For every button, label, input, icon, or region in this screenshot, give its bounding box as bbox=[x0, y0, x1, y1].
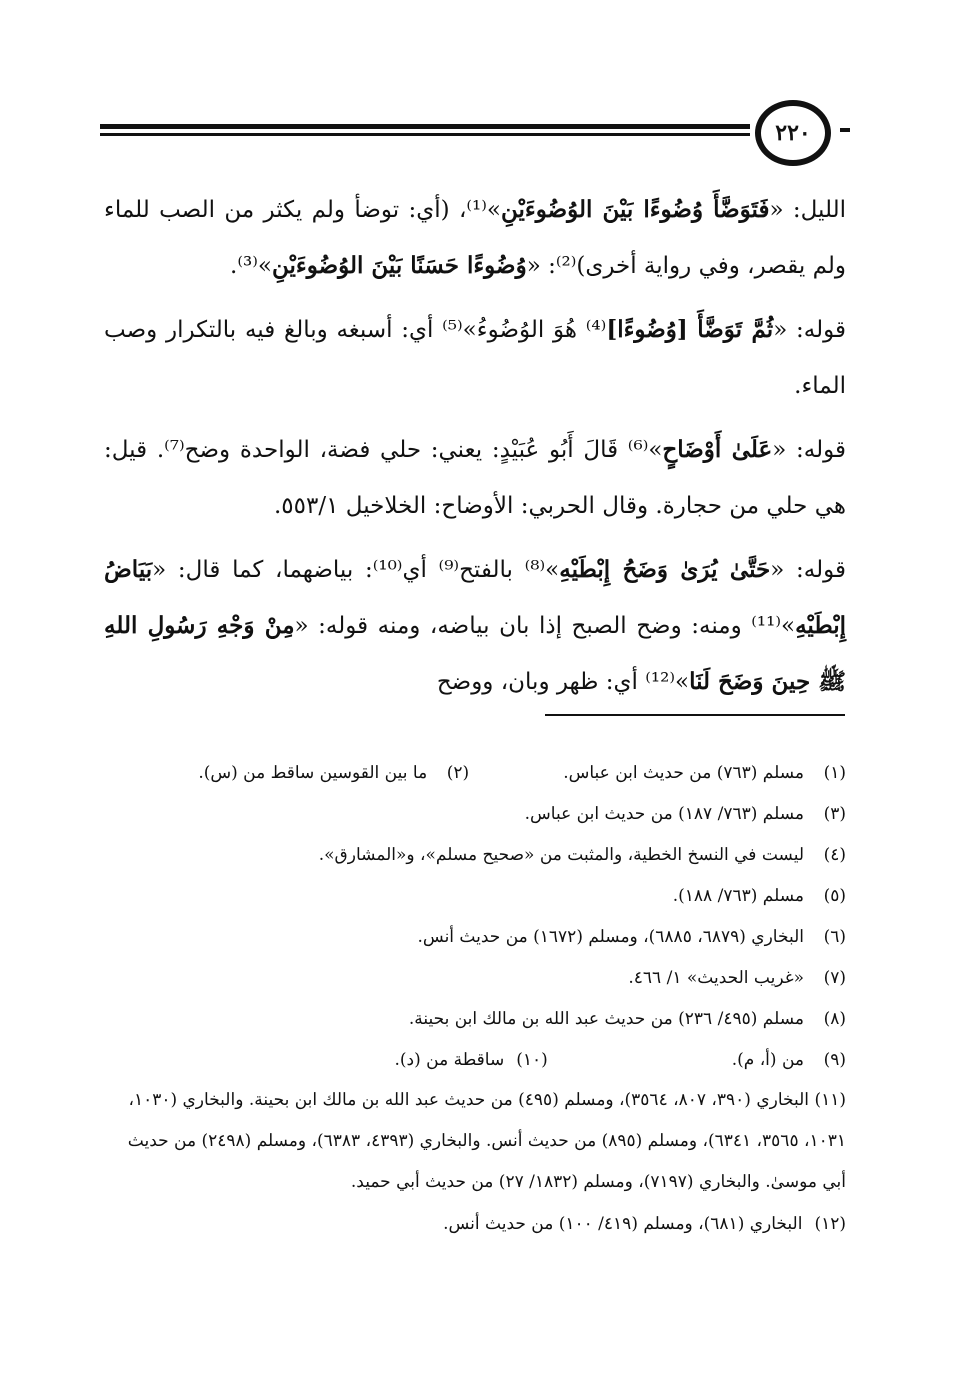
hadith-quote: وُضُوءًا حَسَنًا بَيْنَ الوُضُوءَيْنِ bbox=[271, 252, 527, 279]
footnote bbox=[104, 998, 846, 1039]
paragraph bbox=[104, 542, 846, 710]
footnote bbox=[104, 793, 846, 834]
text-run: الليل: « bbox=[769, 197, 846, 223]
text-run: »⁽³⁾. bbox=[230, 253, 272, 279]
footnote-number: (٧) bbox=[823, 967, 846, 988]
hadith-quote: حَتَّىٰ يُرَىٰ وَضَحُ إِبْطَيْهِ bbox=[559, 556, 771, 583]
footnote-text: البخاري (٦٨١)، ومسلم (٤١٩/ ١٠٠) من حديث أنس. bbox=[443, 1213, 803, 1234]
footnote-number: (٨) bbox=[823, 1008, 846, 1029]
page-number: ٢٢٠ bbox=[755, 100, 831, 166]
footnote-number: (١) bbox=[823, 762, 846, 783]
footnote-text: البخاري (٦٨٧٩، ٦٨٨٥)، ومسلم (١٦٧٢) من حديث أنس. bbox=[417, 926, 804, 947]
header-rule-bottom bbox=[100, 133, 750, 136]
text-run: قوله: « bbox=[772, 437, 846, 463]
text-run: »⁽¹⁾، (أي: توضأ ولم يكثر من الصب للماء ولم يقصر، وفي رواية أخرى)⁽²⁾: « bbox=[104, 197, 846, 279]
footnote-text: مسلم (٧٦٣/ ١٨٧) من حديث ابن عباس. bbox=[524, 803, 804, 824]
paragraph bbox=[104, 182, 846, 294]
footnote-number: (٢) bbox=[446, 762, 470, 783]
footnote-text: ساقطة من (د). bbox=[394, 1049, 505, 1070]
paragraph bbox=[104, 422, 846, 534]
text-run: »⁽¹²⁾ أي: ظهر وبان، ووضح bbox=[436, 669, 690, 695]
footnote bbox=[104, 916, 846, 957]
footnote-text: ليست في النسخ الخطية، والمثبت من «صحيح مسلم»، و«المشارق». bbox=[318, 844, 804, 865]
header-rule-top bbox=[100, 124, 750, 129]
footnote-number: (٥) bbox=[823, 885, 846, 906]
text-run: ⁽⁴⁾ هُوَ الوُضُوءُ»⁽⁵⁾ أي: أسبغه وبالغ فيه بالتكرار وصب الماء. bbox=[104, 317, 846, 399]
footnote-text: «غريب الحديث» ١/ ٤٦٦. bbox=[628, 967, 804, 988]
footnote bbox=[104, 834, 846, 875]
footnote-text: البخاري (٣٩٠، ٨٠٧، ٣٥٦٤)، ومسلم (٤٩٥) من حديث عبد الله بن مالك ابن بحينة. والبخاري (١٠٣٠، ١٠٣١، ٣٥٦٥، ٦٣٤١)، ومسلم (٨٩٥) من حديث أنس. والبخاري (٤٣٩٣، ٦٣٨٣)، ومسلم (٢٤٩٨) من حديث أبي موسىٰ. والبخاري (٧١٩٧)، ومسلم (١٨٣٢/ ٢٧) من حديث أبي حميد. bbox=[127, 1090, 846, 1192]
text-run: »⁽⁸⁾ بالفتح⁽⁹⁾ أي⁽¹⁰⁾: بياضهما، كما قال: « bbox=[152, 557, 560, 583]
footnote bbox=[104, 957, 846, 998]
paragraph bbox=[104, 302, 846, 414]
hadith-quote: عَلَىٰ أَوْضَاحٍ bbox=[662, 436, 773, 463]
footnote-text: مسلم (٧٦٣) من حديث ابن عباس. bbox=[563, 762, 804, 783]
footnote bbox=[104, 1039, 846, 1080]
hadith-quote: بَيَاضُ إِبْطَيْهِ bbox=[104, 556, 847, 639]
footnotes bbox=[104, 752, 846, 1244]
text-run: »⁽⁶⁾ قَالَ أَبُو عُبَيْدٍ: يعني: حلي فضة، الواحدة وضح⁽⁷⁾. قيل: هي حلي من حجارة. وقال الحربي: الأوضاح: الخلاخيل ٥٥٣/١. bbox=[104, 437, 846, 519]
footnote bbox=[104, 1080, 846, 1203]
footnote bbox=[104, 752, 846, 793]
footnote-number: (١١) bbox=[814, 1090, 846, 1110]
footnote-separator bbox=[545, 714, 845, 716]
footnote-text: من (أ، م). bbox=[731, 1049, 804, 1070]
text-run: »⁽¹¹⁾ ومنه: وضح الصبح إذا بان بياضه، ومنه قوله: « bbox=[294, 613, 796, 639]
hadith-quote: ثُمَّ تَوَضَّأَ [وُضُوءًا] bbox=[606, 316, 774, 343]
footnote bbox=[104, 1203, 846, 1244]
footnote-number: (١٠) bbox=[516, 1049, 548, 1070]
footnote-text: مسلم (٧٦٣/ ١٨٨). bbox=[672, 885, 804, 906]
hadith-quote: مِنْ وَجْهِ رَسُولِ اللهِ ﷺ حِينَ وَضَحَ لَنَا bbox=[104, 612, 846, 695]
page-header bbox=[100, 100, 850, 180]
text-run: قوله: « bbox=[770, 557, 846, 583]
footnote bbox=[104, 875, 846, 916]
footnote-number: (٩) bbox=[823, 1049, 846, 1070]
footnote-number: (٤) bbox=[823, 844, 846, 865]
main-text bbox=[104, 182, 846, 718]
footnote-number: (١٢) bbox=[814, 1213, 846, 1234]
footnote-number: (٦) bbox=[823, 926, 846, 947]
hadith-quote: فَتَوَضَّأَ وُضُوءًا بَيْنَ الوُضُوءَيْنِ bbox=[501, 196, 770, 223]
footnote-text: مسلم (٤٩٥/ ٢٣٦) من حديث عبد الله بن مالك ابن بحينة. bbox=[408, 1008, 804, 1029]
header-rule-tail bbox=[840, 128, 850, 132]
text-run: قوله: « bbox=[773, 317, 846, 343]
footnote-text: ما بين القوسين ساقط من (س). bbox=[198, 762, 428, 783]
footnote-number: (٣) bbox=[823, 803, 846, 824]
